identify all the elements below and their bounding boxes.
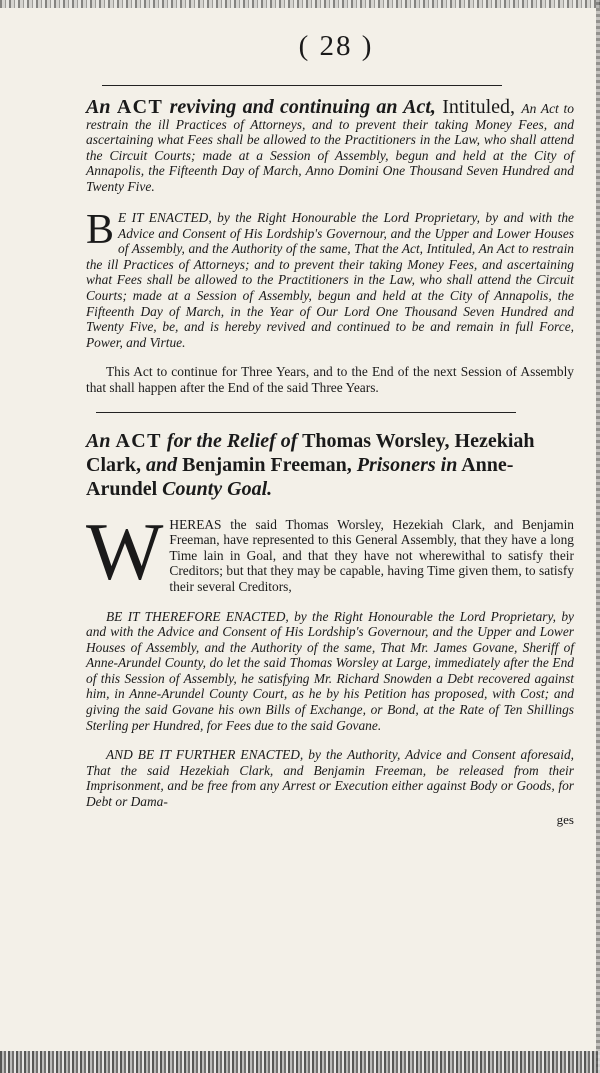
act2-whereas-text: HEREAS the said Thomas Worsley, Hezekiah Clark, and Benjamin Freeman, have represented to this General Assembly, that they have a long Time lain in Goal, and that they have not wherewithal to satisfy their Creditors; but that they may be capable, having Time given them, to satisfy their several Creditors, <box>169 516 574 594</box>
scan-bottom-edge <box>0 1051 600 1073</box>
act1-title <box>86 96 575 194</box>
act1-title-act: ACT <box>116 96 164 118</box>
document-page <box>86 30 574 828</box>
act2-title-name1: Thomas Worsley, <box>302 429 450 452</box>
act1-dropcap: B <box>86 207 115 253</box>
act1-title-body: An Act to restrain the ill Practices of Attorneys, and to prevent their taking Money Fees, and ascertaining what Fees shall be allowed to the Practitioners in the Law, who shall attend the Circuit Courts; made at a Session of Assembly, begun and held at the City of Annapolis, the Fifteenth Day of March, Anno Domini One Thousand Seven Hundred and Twenty Five. <box>86 101 575 194</box>
act2-further-enacting-clause: AND BE IT FURTHER ENACTED, by the Authority, Advice and Consent aforesaid, That the said Hezekiah Clark, and Benjamin Freeman, be released from their Imprisonment, and be free from any Arrest or Execution either against Body or Goods, for Debt or Dama- <box>86 747 574 810</box>
act2-title-and: and <box>146 453 178 476</box>
divider-rule <box>102 85 502 86</box>
divider-rule-2 <box>96 412 516 413</box>
act1-continuance: This Act to continue for Three Years, and to the End of the next Session of Assembly that shall happen after the End of the said Three Years. <box>86 364 574 395</box>
act1-enacting-text: E IT ENACTED, by the Right Honourable the Lord Proprietary, by and with the Advice and Consent of His Lordship's Governour, and the Upper and Lower Houses of Assembly, and the Authority of the same, That the Act, Intituled, An Act to restrain the ill Practices of Attorneys; and to prevent their taking Money Fees, and ascertaining what Fees shall be allowed to the Practitioners in the Law, who shall attend the Circuit Courts; made at a Session of Assembly, begun and held at the City of Annapolis, the Fifteenth Day of March, in the Year of Our Lord One Thousand Seven Hundred and Twenty Five, be, and is hereby revived and continued to be and remain in full Force, Power, and Virtue. <box>86 210 574 350</box>
act2-whereas-clause <box>86 505 574 597</box>
act2-title-act: ACT <box>115 429 162 452</box>
act1-enacting-clause <box>86 207 574 350</box>
act2-title-prisoners: Prisoners in <box>356 453 458 476</box>
page-number: ( 28 ) <box>298 30 374 62</box>
act1-title-head <box>86 96 521 118</box>
act1-title-phrase: reviving and continuing an Act, <box>169 96 436 118</box>
act2-enacting-clause: BE IT THEREFORE ENACTED, by the Right Honourable the Lord Proprietary, by and with the Advice and Consent of His Lordship's Governour, and the Upper and Lower Houses of Assembly, and the Authority of the same, That Mr. James Govane, Sheriff of Anne-Arundel County, do let the said Thomas Worsley at Large, immediately after the End of this Session of Assembly, he satisfying Mr. Richard Snowden a Debt recovered against him, in Anne-Arundel County Court, as he by his Petition has proposed, with Cost; and giving the said Govane his own Bills of Exchange, or Bond, at the Rate of Ten Shillings Sterling per Hundred, for Fees due to the said Govane. <box>86 608 574 733</box>
scan-top-edge <box>0 0 600 8</box>
catchword: ges <box>556 811 574 827</box>
act2-title-name2: Hezekiah Clark, <box>86 429 535 476</box>
act1-title-lead: An <box>86 96 111 118</box>
act2-title <box>86 429 574 501</box>
act2-dropcap: W <box>86 505 164 597</box>
act2-title-goal: County Goal. <box>162 477 273 500</box>
scan-right-edge <box>596 0 600 1073</box>
act2-title-county: Anne-Arundel <box>86 453 514 500</box>
act2-title-lead: An <box>86 429 111 452</box>
act2-title-for: for the Relief of <box>166 429 298 452</box>
act2-title-name3: Benjamin Freeman, <box>182 453 352 476</box>
act1-title-intituled: Intituled, <box>442 96 516 118</box>
